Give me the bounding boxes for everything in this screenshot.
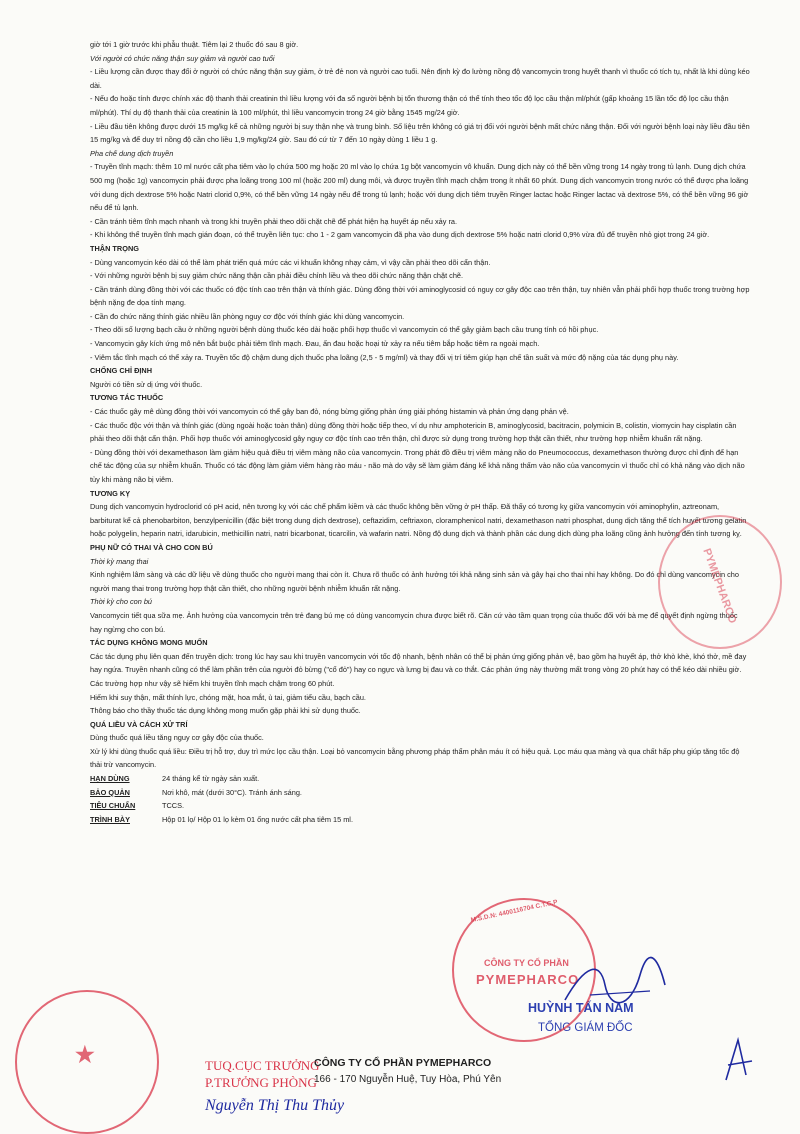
section-heading: QUÁ LIỀU VÀ CÁCH XỬ TRÍ — [90, 719, 188, 729]
spec-key: TIÊU CHUẨN — [90, 801, 136, 811]
spec-value: Nơi khô, mát (dưới 30°C). Tránh ánh sáng. — [162, 787, 302, 797]
section-heading: TƯƠNG KỴ — [90, 488, 131, 498]
spec-row — [90, 772, 750, 786]
paragraph: Dùng thuốc quá liều tăng nguy cơ gây độc của thuốc. — [90, 733, 264, 743]
paragraph: - Cần đo chức năng thính giác nhiều lần phòng nguy cơ độc với thính giác khi dùng vancomycin. — [90, 311, 405, 321]
paragraph: - Vancomycin gây kích ứng mô nên bắt buộc phải tiêm tĩnh mạch. Đau, ấn đau hoặc hoại tử xảy ra nếu tiêm bắp hoặc tiêm ra ngoài mạch. — [90, 339, 540, 349]
subsection-title: Pha chế dung dịch truyền — [90, 148, 174, 158]
document-body — [90, 38, 750, 826]
spec-row — [90, 799, 750, 813]
stamp-code: M.S.D.N: 4400116704 C.T.C.P — [470, 898, 559, 925]
paragraph: Các tác dụng phụ liên quan đến truyền dịch: trong lúc hay sau khi truyền vancomycin với tốc độ nhanh, bệnh nhân có thể bị phản ứng giống phản vệ, bao gồm hạ huyết áp, thở khò khè, khó thở, mề đay hay ngứa. Truyền nhanh cũng có thể làm phần trên của người đỏ bừng ("cổ đỏ") hay co ngực và lưng bị đau và co thắt. Các phản ứng này thường mất trong vòng 20 phút hay có thể kéo dài nhiều giờ. Các trường hợp như vậy sẽ hiếm khi truyền tĩnh mạch chậm trong 60 phút. — [90, 651, 747, 688]
paragraph: - Viêm tắc tĩnh mạch có thể xảy ra. Truyền tốc độ chậm dung dịch thuốc pha loãng (2,5 - 5 mg/ml) và thay đổi vị trí tiêm giúp hạn chế tần suất và mức độ nặng của tác dụng phụ này. — [90, 352, 679, 362]
section-heading: TÁC DỤNG KHÔNG MONG MUỐN — [90, 638, 208, 648]
paragraph: Người có tiền sử dị ứng với thuốc. — [90, 379, 203, 389]
company-address: 166 - 170 Nguyễn Huệ, Tuy Hòa, Phú Yên — [314, 1074, 502, 1085]
paragraph: Vancomycin tiết qua sữa mẹ. Ảnh hưởng của vancomycin trên trẻ đang bú mẹ có dùng vancomycin chưa được biết rõ. Căn cứ vào tầm quan trọng của thuốc đối với bà mẹ để quyết định ngừng thuốc hay ngừng cho con bú. — [90, 610, 738, 634]
spec-value: Hộp 01 lọ/ Hộp 01 lọ kèm 01 ống nước cất pha tiêm 15 ml. — [162, 814, 353, 824]
section-heading: CHỐNG CHỈ ĐỊNH — [90, 366, 153, 376]
subsection-title: Với người có chức năng thận suy giảm và người cao tuổi — [90, 53, 275, 63]
spec-value: TCCS. — [162, 801, 185, 811]
section-heading: TƯƠNG TÁC THUỐC — [90, 393, 164, 403]
spec-row — [90, 813, 750, 827]
signer-title: TỔNG GIÁM ĐỐC — [538, 1022, 633, 1034]
paragraph: - Các thuốc gây mê dùng đồng thời với vancomycin có thể gây ban đỏ, nóng bừng giống phản ứng giải phóng histamin và phản ứng dạng phản vệ. — [90, 407, 569, 417]
paragraph: - Dùng vancomycin kéo dài có thể làm phát triển quá mức các vi khuẩn không nhạy cảm, vì vậy cần phải theo dõi cẩn thận. — [90, 257, 491, 267]
paragraph: - Các thuốc độc với thận và thính giác (dùng ngoài hoặc toàn thân) dùng đồng thời hoặc tiếp theo, ví dụ như amphotericin B, aminoglycosid, bacitracin, polymicin B, colistin, viomycin hay cisplatin cần phải theo dõi thật cẩn thận. Phối hợp thuốc với aminoglycosid gây nguy cơ độc tính cao trên thận, chỉ được sử dụng trong trường hợp thật cần thiết, như trường hợp nhiễm khuẩn rất nặng. — [90, 420, 737, 444]
paragraph: - Với những người bệnh bị suy giảm chức năng thận cần phải điều chỉnh liều và theo dõi chức năng thận chặt chẽ. — [90, 271, 464, 281]
paragraph: - Nếu đo hoặc tính được chính xác độ thanh thải creatinin thì liều lượng với đa số người bệnh bị tổn thương thận có thể tính theo tốc độ lọc cầu thận ml/phút (gấp khoảng 15 lần tốc độ lọc cầu thận ml/phút). Thí dụ độ thanh thải của creatinin là 100 ml/phút, thì liều vancomycin trong 24 giờ bằng 1545 mg/24 giờ. — [90, 94, 729, 117]
spec-key: HẠN DÙNG — [90, 774, 130, 784]
stamp-inner: CÔNG TY CỔ PHẦN — [484, 958, 569, 968]
spec-value: 24 tháng kể từ ngày sản xuất. — [162, 774, 260, 784]
spec-key: TRÌNH BÀY — [90, 814, 130, 824]
paragraph: Thông báo cho thầy thuốc tác dụng không mong muốn gặp phải khi sử dụng thuốc. — [90, 706, 361, 716]
subsection-title: Thời kỳ mang thai — [90, 556, 149, 566]
section-heading: PHỤ NỮ CÓ THAI VÀ CHO CON BÚ — [90, 542, 213, 552]
spec-key: BẢO QUẢN — [90, 787, 130, 797]
paragraph: Kinh nghiệm lâm sàng và các dữ liệu về dùng thuốc cho người mang thai còn ít. Chưa rõ thuốc có ảnh hưởng tới khả năng sinh sản và gây hại cho thai nhi hay không. Do đó chỉ dùng vancomycin cho người mang thai trong trường hợp thật cần thiết, cho những người bệnh nhiễm khuẩn rất nặng. — [90, 570, 739, 593]
signature-icon — [560, 955, 670, 1015]
official-line2: P.TRƯỞNG PHÒNG — [205, 1075, 317, 1090]
paragraph: giờ tới 1 giờ trước khi phẫu thuật. Tiêm lại 2 thuốc đó sau 8 giờ. — [90, 40, 299, 49]
paragraph: - Cần tránh dùng đồng thời với các thuốc có độc tính cao trên thận và thính giác. Dùng đồng thời với aminoglycosid có nguy cơ gây độc cao trên thận, tuy nhiên vẫn phải phối hợp thuốc trong trường hợp bệnh nặng đe dọa tính mạng. — [90, 284, 750, 308]
paragraph: - Liều lượng cần được thay đổi ở người có chức năng thận suy giảm, ở trẻ đẻ non và người cao tuổi. Nên định kỳ đo lường nồng độ vancomycin trong huyết thanh vì thuốc có tích tụ, nhất là khi dùng kéo dài. — [90, 67, 750, 90]
section-heading: THẬN TRỌNG — [90, 243, 139, 253]
star-icon: ★ — [75, 1042, 95, 1067]
edge-stamp-brand: PYMEPHARCO — [700, 546, 739, 626]
paragraph: Hiếm khi suy thận, mất thính lực, chóng mặt, hoa mắt, ù tai, giảm tiểu cầu, bạch cầu. — [90, 692, 366, 702]
initial-mark-icon — [718, 1035, 758, 1085]
paragraph: - Dùng đồng thời với dexamethason làm giảm hiệu quả điều trị viêm màng não của vancomycin. Trong phát đồ điều trị viêm màng não do Pneumococcus, dexamethason thường được chỉ định để hạn chế tác động của sự nhiễm khuẩn. Thuốc có tác động làm giảm viêm hàng rào máu - não mà do vậy sẽ làm giảm đáng kể khả năng thấm vào não của vancomycin vì thuốc chỉ có khả năng vào dịch não tủy khi màng não bị viêm. — [90, 447, 745, 484]
paragraph: - Khi không thể truyền tĩnh mạch gián đoạn, có thể truyền liên tục: cho 1 - 2 gam vancomycin đã pha vào dung dịch dextrose 5% hoặc natri clorid 0,9% vừa đủ để truyền nhỏ giọt trong 24 giờ. — [90, 230, 710, 240]
subsection-title: Thời kỳ cho con bú — [90, 597, 152, 607]
paragraph: - Cần tránh tiêm tĩnh mạch nhanh và trong khi truyền phải theo dõi chặt chẽ để phát hiện hạ huyết áp nếu xảy ra. — [90, 216, 458, 226]
paragraph: Dung dịch vancomycin hydroclorid có pH acid, nên tương kỵ với các chế phẩm kiềm và các thuốc không bền vững ở pH thấp. Đã thấy có tương kỵ giữa vancomycin với aminophylin, aztreonam, barbiturat kể cả phenobarbiton, benzylpenicillin (đặc biệt trong dung dịch dextrose), ceftazidim, ceftriaxon, cloramphenicol natri, dexamethason natri phosphat, dung dịch tăng thể tích huyết tương gelatin hoặc polygelin, heparin natri, idarubicin, methicillin natri, natri bicarbonat, ticarcilin, và wafarin natri. Nồng độ dung dịch và thành phần các dung dịch dùng pha loãng cũng ảnh hưởng đến tính tương kỵ. — [90, 502, 747, 539]
authority-stamp — [15, 990, 159, 1134]
official-name: Nguyễn Thị Thu Thủy — [205, 1097, 345, 1114]
spec-row — [90, 786, 750, 800]
paragraph: Xử lý khi dùng thuốc quá liều: Điều trị hỗ trợ, duy trì mức lọc cầu thận. Loại bỏ vancomycin bằng phương pháp thẩm phân máu ít có hiệu quả. Lọc máu qua màng và qua chất hấp phụ giúp tăng tốc độ thải trừ vancomycin. — [90, 746, 740, 770]
paragraph: - Truyền tĩnh mạch: thêm 10 ml nước cất pha tiêm vào lọ chứa 500 mg hoặc 20 ml vào lọ chứa 1g bột vancomycin vô khuẩn. Dung dịch này có thể bền vững trong 14 ngày trong tủ lạnh. Dung dịch chứa 500 mg (hoặc 1g) vancomycin phải được pha loãng trong 100 ml (hoặc 200 ml) dung môi, và được truyền tĩnh mạch chậm trong ít nhất 60 phút. Dung dịch vancomycin trong nước có thể được pha loãng với dung dịch dextrose 5% hoặc Natri clorid 0,9%, có thể bền vững 14 ngày nếu để trong tủ lạnh; hoặc với dung dịch tiêm truyền Ringer lactac hoặc Ringer lactac và dextrose 5%, có thể bền vững 96 giờ nếu để tủ lạnh. — [90, 162, 749, 213]
paragraph: - Liều đầu tiên không được dưới 15 mg/kg kể cả những người bị suy thận nhẹ và trung bình. Số liệu trên không có giá trị đối với người bệnh mất chức năng thận. Đối với người bệnh loại này liều đầu tiên 15 mg/kg và để duy trì nồng độ cần cho liều 1,9 mg/kg/24 giờ. Sau đó cứ từ 7 đến 10 ngày dùng 1 liều 1 g. — [90, 121, 750, 145]
stamp-brand: PYMEPHARCO — [476, 972, 580, 987]
signer-name: HUỲNH TẤN NAM — [528, 1001, 634, 1015]
official-line1: TUQ.CỤC TRƯỞNG — [205, 1058, 320, 1073]
paragraph: - Theo dõi số lượng bạch cầu ở những người bệnh dùng thuốc kéo dài hoặc phối hợp thuốc vì vancomycin có thể gây giảm bạch cầu trung tính có hồi phục. — [90, 325, 599, 335]
company-name: CÔNG TY CỔ PHẦN PYMEPHARCO — [314, 1057, 492, 1069]
